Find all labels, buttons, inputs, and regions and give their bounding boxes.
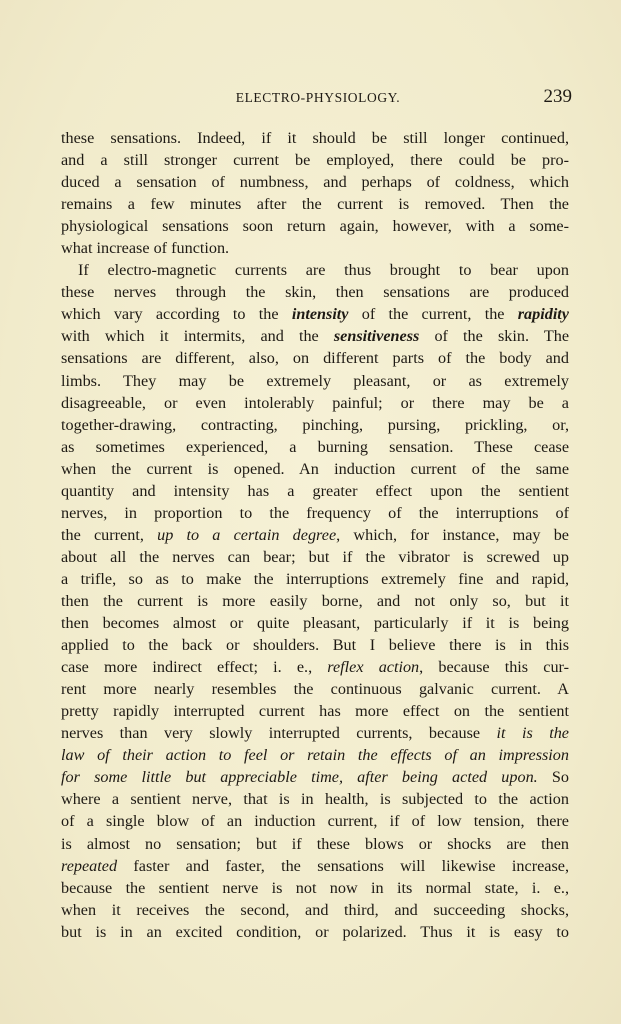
text-line xyxy=(61,921,569,943)
text-run: which vary according to the xyxy=(61,305,292,324)
text-run: remains a few minutes after the current is removed. Then the xyxy=(61,195,569,214)
running-title: ELECTRO-PHYSIOLOGY. xyxy=(235,90,401,105)
text-run: nerves than very slowly interrupted currents, because xyxy=(61,724,497,743)
text-run: when it receives the second, and third, and succeeding shocks, xyxy=(61,900,569,919)
text-run: duced a sensation of numbness, and perhaps of coldness, which xyxy=(61,173,569,192)
text-line xyxy=(61,833,569,855)
text-run: but is in an excited condition, or polarized. Thus it is easy to xyxy=(61,922,569,941)
text-run: quantity and intensity has a greater effect upon the sentient xyxy=(61,481,569,500)
text-run: together-drawing, contracting, pinching, pursing, prickling, or, xyxy=(61,415,569,434)
text-run: applied to the back or shoulders. But I believe there is in this xyxy=(61,636,569,655)
emphasized-text: reflex action xyxy=(327,658,420,677)
text-line xyxy=(61,127,569,149)
text-line xyxy=(61,546,569,568)
text-line xyxy=(61,744,569,766)
text-line xyxy=(61,634,569,656)
emphasized-text: for some little but appreciable time, after being acted upon. xyxy=(61,768,538,787)
text-run: as sometimes experienced, a burning sensation. These cease xyxy=(61,437,569,456)
text-line xyxy=(61,436,569,458)
text-run: limbs. They may be extremely pleasant, or as extremely xyxy=(61,371,569,390)
text-line xyxy=(61,237,569,259)
text-line xyxy=(61,656,569,678)
text-line xyxy=(61,215,569,237)
text-line xyxy=(61,303,569,325)
text-run: , which, for instance, may be xyxy=(336,525,569,544)
text-line xyxy=(61,458,569,480)
text-line xyxy=(61,347,569,369)
text-run: case more indirect effect; i. e., xyxy=(61,658,328,677)
text-line xyxy=(61,899,569,921)
text-line xyxy=(61,568,569,590)
text-line xyxy=(61,678,569,700)
text-line xyxy=(61,612,569,634)
text-run: these sensations. Indeed, if it should be still longer continued, xyxy=(61,129,569,147)
text-run: these nerves through the skin, then sensations are produced xyxy=(61,283,569,302)
emphasized-text: it is the xyxy=(496,724,569,743)
text-run: the current, xyxy=(61,525,158,544)
text-run: physiological sensations soon return again, however, with a some- xyxy=(61,217,569,236)
body-text xyxy=(61,127,569,943)
text-run: then becomes almost or quite pleasant, particularly if it is being xyxy=(61,614,569,633)
text-run: and a still stronger current be employed, there could be pro- xyxy=(61,151,569,170)
text-line xyxy=(61,788,569,810)
text-run: disagreeable, or even intolerably painful; or there may be a xyxy=(61,393,569,412)
text-run: about all the nerves can bear; but if the vibrator is screwed up xyxy=(61,547,569,566)
emphasized-text: repeated xyxy=(61,856,118,875)
text-run: of a single blow of an induction current, if of low tension, there xyxy=(61,812,569,831)
text-run: So xyxy=(537,768,569,787)
text-run: of the skin. The xyxy=(419,327,570,346)
text-line xyxy=(61,722,569,744)
text-run: where a sentient nerve, that is in health, is subjected to the action xyxy=(61,790,569,809)
text-run: what increase of function. xyxy=(61,239,230,258)
text-run: is almost no sensation; but if these blows or shocks are then xyxy=(61,834,569,853)
emphasized-text: rapidity xyxy=(517,305,569,324)
text-run: with which it intermits, and the xyxy=(61,327,334,346)
emphasized-text: intensity xyxy=(291,305,349,324)
text-line xyxy=(61,193,569,215)
text-line xyxy=(61,590,569,612)
text-line xyxy=(61,502,569,524)
text-run: pretty rapidly interrupted current has more effect on the sentient xyxy=(61,702,569,721)
text-line xyxy=(61,766,569,788)
text-run: a trifle, so as to make the interruptions extremely fine and rapid, xyxy=(61,569,569,588)
text-run: faster and faster, the sensations will likewise increase, xyxy=(117,856,569,875)
running-head xyxy=(64,86,572,110)
text-run: sensations are different, also, on different parts of the body and xyxy=(61,349,569,368)
page-number: 239 xyxy=(543,86,572,107)
text-line xyxy=(61,877,569,899)
text-line xyxy=(61,149,569,171)
text-line xyxy=(61,855,569,877)
emphasized-text: up to a certain degree xyxy=(157,525,337,544)
text-line xyxy=(61,810,569,832)
text-run: , because this cur- xyxy=(419,658,569,677)
text-run: of the current, the xyxy=(348,305,518,324)
text-run: when the current is opened. An induction current of the same xyxy=(61,459,569,478)
text-line xyxy=(61,700,569,722)
text-line xyxy=(61,281,569,303)
text-run: If electro-magnetic currents are thus brought to bear upon xyxy=(78,261,569,280)
text-run: then the current is more easily borne, and not only so, but it xyxy=(61,591,569,610)
text-line xyxy=(61,259,569,281)
text-line xyxy=(61,325,569,347)
text-line xyxy=(61,392,569,414)
text-line xyxy=(61,414,569,436)
text-line xyxy=(61,171,569,193)
emphasized-text: law of their action to feel or retain the effects of an impression xyxy=(61,746,569,765)
emphasized-text: sensitiveness xyxy=(333,327,420,346)
text-line xyxy=(61,370,569,392)
text-run: because the sentient nerve is not now in its normal state, i. e., xyxy=(61,878,569,897)
text-run: nerves, in proportion to the frequency of the interruptions of xyxy=(61,503,569,522)
text-line xyxy=(61,480,569,502)
text-line xyxy=(61,524,569,546)
text-run: rent more nearly resembles the continuous galvanic current. A xyxy=(61,680,569,699)
